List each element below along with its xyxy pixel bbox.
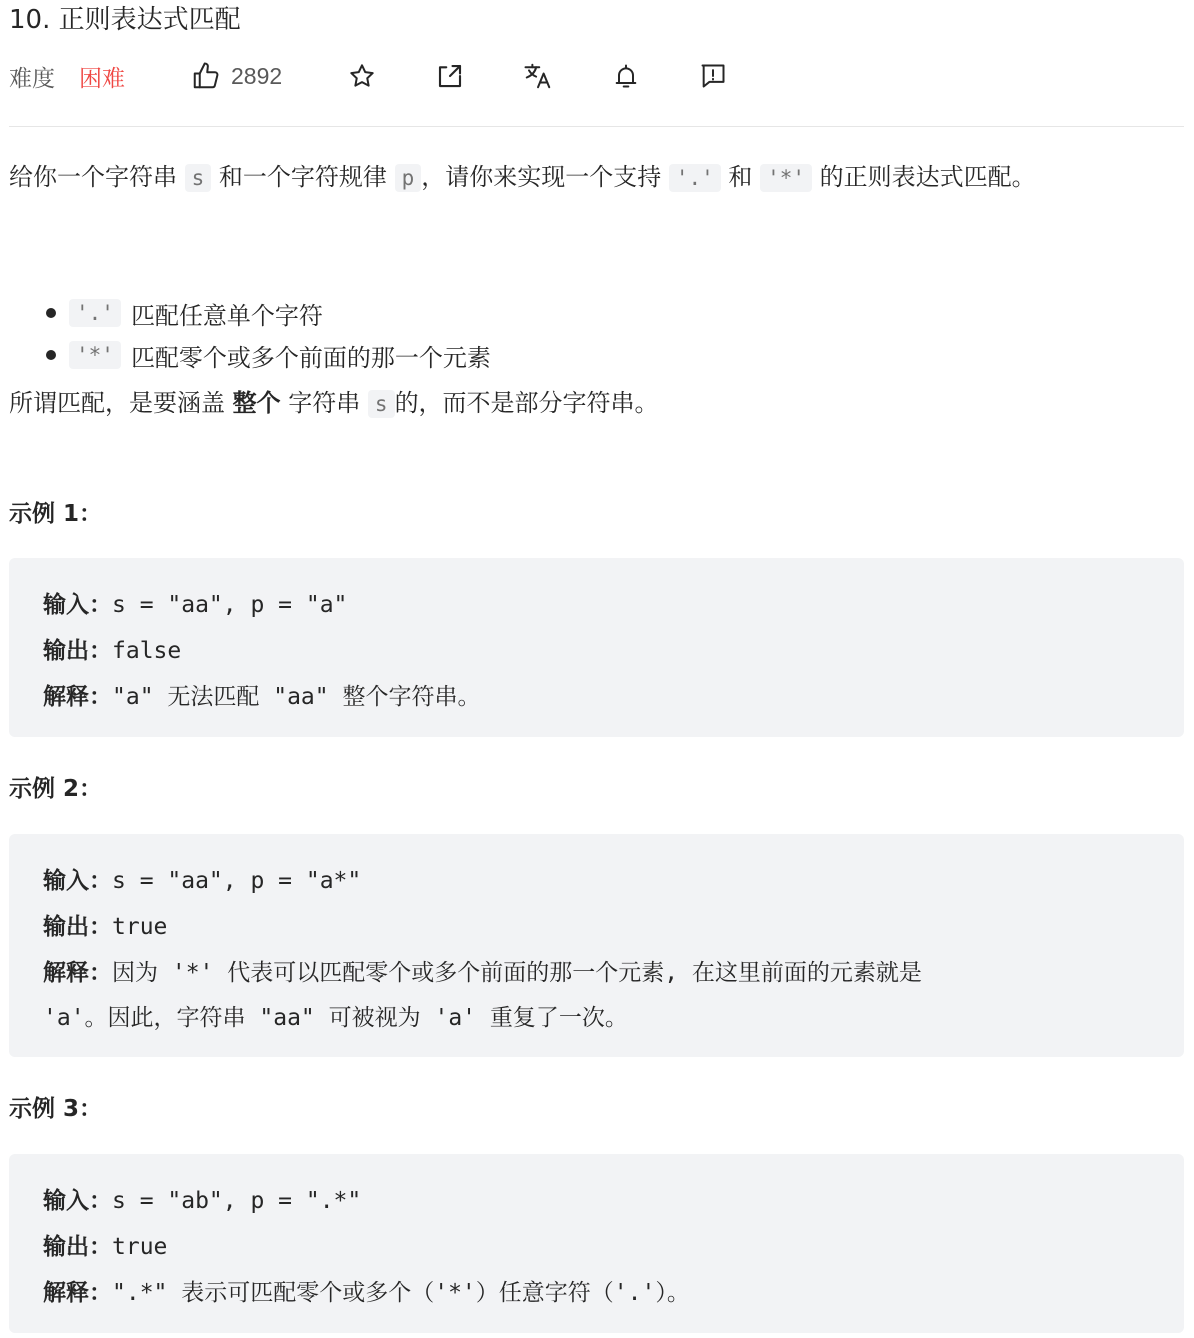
description-paragraph — [9, 155, 1184, 200]
feedback-icon — [699, 62, 727, 90]
favorite-button[interactable] — [348, 58, 376, 94]
output-label: 输出： — [43, 1233, 112, 1260]
output-value: false — [112, 638, 182, 664]
inline-code: '.' — [669, 164, 721, 192]
inline-code: p — [395, 164, 422, 192]
input-label: 输入： — [43, 867, 112, 894]
example-input — [43, 858, 1150, 904]
list-item-text: 匹配零个或多个前面的那一个元素 — [130, 343, 491, 372]
explain-text: 因为 '*' 代表可以匹配零个或多个前面的那一个元素, 在这里前面的元素就是 — [112, 960, 922, 986]
example-output — [43, 628, 1150, 674]
example-output — [43, 1224, 1150, 1270]
text: 和 — [720, 163, 761, 191]
thumbs-up-icon — [191, 61, 221, 91]
bullet-dot — [46, 350, 56, 360]
example-code-block — [9, 1154, 1184, 1333]
problem-meta-bar — [9, 58, 1189, 94]
inline-code: s — [185, 164, 212, 192]
explain-label: 解释： — [43, 1279, 112, 1306]
problem-title: 10. 正则表达式匹配 — [9, 5, 241, 35]
feedback-button[interactable] — [699, 58, 727, 94]
input-value: s = "aa", p = "a*" — [112, 868, 362, 894]
star-icon — [348, 62, 376, 90]
text: 给你一个字符串 — [9, 163, 185, 191]
share-button[interactable] — [435, 58, 465, 94]
likes-count: 2892 — [231, 62, 283, 89]
example-explanation — [43, 950, 1150, 996]
bell-icon — [612, 62, 640, 90]
input-label: 输入： — [43, 591, 112, 618]
share-icon — [435, 61, 465, 91]
example-explanation — [43, 674, 1150, 720]
example-heading: 示例 3： — [9, 1096, 103, 1122]
header-divider — [9, 126, 1184, 127]
like-button[interactable] — [191, 58, 282, 94]
inline-code: '.' — [69, 299, 121, 327]
text: 字符串 — [280, 389, 368, 417]
example-explanation-cont — [43, 996, 1150, 1041]
difficulty — [9, 58, 125, 94]
strong-text: 整个 — [232, 389, 281, 417]
text: 的，而不是部分字符串。 — [394, 389, 659, 417]
difficulty-value: 困难 — [79, 65, 125, 92]
list-item — [69, 333, 491, 377]
text: 的正则表达式匹配。 — [812, 163, 1036, 191]
example-input — [43, 1178, 1150, 1224]
output-label: 输出： — [43, 913, 112, 940]
list-item — [69, 291, 323, 335]
description-paragraph — [9, 381, 659, 426]
explain-label: 解释： — [43, 959, 112, 986]
input-label: 输入： — [43, 1187, 112, 1214]
translate-button[interactable] — [523, 58, 553, 94]
output-value: true — [112, 1234, 168, 1260]
example-output — [43, 904, 1150, 950]
inline-code: '*' — [760, 164, 812, 192]
input-value: s = "aa", p = "a" — [112, 592, 348, 618]
text: ，请你来实现一个支持 — [421, 163, 669, 191]
translate-icon — [523, 61, 553, 91]
inline-code: '*' — [69, 341, 121, 369]
output-label: 输出： — [43, 637, 112, 664]
input-value: s = "ab", p = ".*" — [112, 1188, 362, 1214]
difficulty-label: 难度 — [9, 65, 55, 92]
text: 和一个字符规律 — [211, 163, 395, 191]
explain-text: 'a'。因此，字符串 "aa" 可被视为 'a' 重复了一次。 — [43, 1005, 628, 1031]
explain-label: 解释： — [43, 683, 112, 710]
output-value: true — [112, 914, 168, 940]
example-input — [43, 582, 1150, 628]
example-code-block — [9, 834, 1184, 1057]
example-code-block — [9, 558, 1184, 737]
explain-text: ".*" 表示可匹配零个或多个（'*'）任意字符（'.'）。 — [112, 1280, 690, 1306]
inline-code: s — [368, 390, 395, 418]
subscribe-button[interactable] — [612, 58, 640, 94]
explain-text: "a" 无法匹配 "aa" 整个字符串。 — [112, 684, 481, 710]
list-item-text: 匹配任意单个字符 — [130, 301, 323, 330]
example-heading: 示例 2： — [9, 776, 103, 802]
text: 所谓匹配，是要涵盖 — [9, 389, 233, 417]
bullet-dot — [46, 308, 56, 318]
example-explanation — [43, 1270, 1150, 1316]
example-heading: 示例 1： — [9, 501, 103, 527]
